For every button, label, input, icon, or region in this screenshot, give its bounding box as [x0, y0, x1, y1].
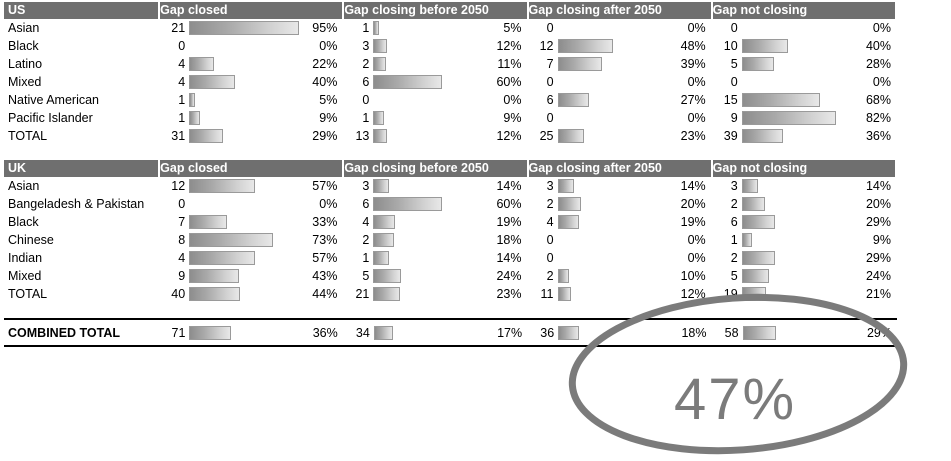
row-label: Black	[8, 39, 39, 53]
cell-count: 1	[712, 231, 742, 249]
cell-count: 0	[528, 19, 558, 37]
cell-bar	[373, 73, 488, 91]
col-header-gap-not-closing: Gap not closing	[712, 2, 896, 19]
data-bar	[373, 269, 401, 283]
cell-percent: 0%	[319, 197, 338, 211]
data-bar	[373, 111, 383, 125]
cell-bar	[558, 177, 673, 195]
combined-top-rule	[4, 318, 897, 320]
cell-percent: 60%	[496, 197, 522, 211]
cell-count: 6	[528, 91, 558, 109]
table-row	[4, 73, 896, 91]
cell-percent: 5%	[319, 93, 338, 107]
cell-bar	[189, 109, 304, 127]
row-label: Bangeladesh & Pakistan	[8, 197, 145, 211]
data-bar	[189, 93, 195, 107]
data-bar	[742, 111, 836, 125]
row-label: Asian	[8, 179, 40, 193]
cell-count: 5	[343, 267, 373, 285]
cell-percent: 0%	[872, 75, 891, 89]
cell-bar	[189, 322, 304, 344]
cell-percent: 36%	[865, 129, 891, 143]
cell-count: 4	[178, 75, 186, 89]
data-bar	[189, 111, 199, 125]
row-label: Latino	[8, 57, 43, 71]
cell-percent: 0%	[319, 39, 338, 53]
cell-count: 0	[343, 91, 373, 109]
data-bar	[373, 75, 442, 89]
cell-count: 0	[712, 73, 742, 91]
cell-count: 12	[528, 37, 558, 55]
cell-percent: 24%	[496, 269, 522, 283]
cell-bar	[558, 127, 673, 145]
cell-bar	[742, 213, 857, 231]
cell-percent: 28%	[865, 57, 891, 71]
cell-count: 31	[171, 129, 186, 143]
data-bar	[373, 251, 389, 265]
data-bar	[558, 215, 580, 229]
cell-bar	[742, 267, 857, 285]
uk-table-body	[4, 177, 896, 303]
cell-count: 0	[528, 73, 558, 91]
cell-bar	[373, 177, 488, 195]
cell-count: 0	[528, 249, 558, 267]
table-row	[4, 249, 896, 267]
cell-percent: 39%	[680, 57, 706, 71]
col-header-gap-closing-before-2050: Gap closing before 2050	[343, 2, 527, 19]
cell-percent: 12%	[680, 287, 706, 301]
cell-percent: 29%	[866, 326, 892, 340]
data-bar	[373, 287, 399, 301]
col-header-gap-not-closing: Gap not closing	[712, 160, 896, 177]
cell-bar	[189, 73, 304, 91]
data-bar	[189, 269, 238, 283]
cell-percent: 9%	[503, 111, 522, 125]
cell-count: 21	[343, 285, 373, 303]
cell-bar	[189, 195, 304, 213]
cell-percent: 0%	[687, 75, 706, 89]
cell-percent: 29%	[865, 215, 891, 229]
cell-bar	[558, 55, 673, 73]
table-row	[4, 213, 896, 231]
data-bar	[189, 233, 273, 247]
cell-bar	[742, 37, 857, 55]
table-row	[4, 19, 896, 37]
data-bar	[189, 215, 227, 229]
table-row	[4, 127, 896, 145]
us-table-header	[4, 2, 896, 19]
cell-percent: 19%	[496, 215, 522, 229]
cell-bar	[373, 249, 488, 267]
data-bar	[189, 326, 230, 340]
cell-bar	[742, 285, 857, 303]
cell-count: 3	[343, 177, 373, 195]
us-table-body	[4, 19, 896, 145]
cell-count: 9	[178, 269, 186, 283]
cell-percent: 9%	[872, 233, 891, 247]
cell-count: 0	[712, 19, 742, 37]
table-row	[4, 195, 896, 213]
row-label: Chinese	[8, 233, 54, 247]
cell-bar	[373, 231, 488, 249]
cell-percent: 0%	[687, 251, 706, 265]
cell-bar	[189, 127, 304, 145]
cell-percent: 20%	[865, 197, 891, 211]
data-bar	[742, 215, 775, 229]
cell-percent: 11%	[497, 57, 522, 71]
cell-percent: 24%	[865, 269, 891, 283]
cell-percent: 40%	[312, 75, 338, 89]
cell-percent: 23%	[680, 129, 706, 143]
data-bar	[558, 93, 589, 107]
cell-bar	[742, 195, 857, 213]
cell-bar	[189, 249, 304, 267]
cell-count: 1	[178, 111, 186, 125]
cell-bar	[373, 91, 488, 109]
cell-count: 58	[713, 322, 743, 344]
cell-percent: 23%	[496, 287, 522, 301]
cell-percent: 0%	[872, 21, 891, 35]
cell-percent: 68%	[865, 93, 891, 107]
cell-percent: 43%	[312, 269, 338, 283]
cell-count: 7	[528, 55, 558, 73]
data-bar	[558, 269, 570, 283]
data-bar	[742, 93, 820, 107]
combined-bottom-rule	[4, 345, 897, 347]
cell-bar	[742, 109, 857, 127]
cell-count: 39	[712, 127, 742, 145]
data-bar	[742, 129, 783, 143]
col-header-gap-closed: Gap closed	[159, 2, 343, 19]
combined-total-body	[4, 322, 897, 344]
cell-bar	[558, 267, 673, 285]
cell-percent: 27%	[680, 93, 706, 107]
cell-count: 5	[712, 55, 742, 73]
table-row	[4, 55, 896, 73]
cell-percent: 44%	[312, 287, 338, 301]
cell-percent: 18%	[681, 326, 707, 340]
cell-bar	[558, 37, 673, 55]
cell-percent: 18%	[496, 233, 522, 247]
uk-table-title: UK	[4, 160, 159, 177]
cell-percent: 95%	[312, 21, 338, 35]
cell-bar	[373, 267, 488, 285]
cell-count: 13	[343, 127, 373, 145]
col-header-gap-closing-before-2050: Gap closing before 2050	[343, 160, 527, 177]
cell-bar	[189, 285, 304, 303]
cell-bar	[189, 177, 304, 195]
cell-percent: 29%	[865, 251, 891, 265]
cell-percent: 12%	[496, 129, 522, 143]
table-row	[4, 37, 896, 55]
cell-percent: 82%	[865, 111, 891, 125]
data-bar	[558, 57, 603, 71]
cell-percent: 14%	[680, 179, 706, 193]
row-label: Native American	[8, 93, 100, 107]
cell-bar	[373, 195, 488, 213]
row-label: Asian	[8, 21, 40, 35]
col-header-gap-closed: Gap closed	[159, 160, 343, 177]
cell-count: 2	[712, 195, 742, 213]
cell-count: 36	[528, 322, 558, 344]
data-bar	[558, 39, 613, 53]
data-bar	[742, 57, 774, 71]
cell-bar	[558, 231, 673, 249]
cell-count: 19	[712, 285, 742, 303]
table-row	[4, 267, 896, 285]
cell-count: 9	[712, 109, 742, 127]
cell-bar	[373, 109, 488, 127]
data-bar	[373, 197, 442, 211]
data-bar	[558, 179, 574, 193]
cell-bar	[373, 127, 488, 145]
cell-bar	[189, 19, 304, 37]
cell-bar	[558, 109, 673, 127]
handwritten-annotation	[562, 288, 922, 460]
cell-count: 5	[712, 267, 742, 285]
table-row	[4, 177, 896, 195]
cell-count: 4	[343, 213, 373, 231]
cell-count: 3	[528, 177, 558, 195]
col-header-gap-closing-after-2050: Gap closing after 2050	[528, 160, 712, 177]
cell-bar	[558, 213, 673, 231]
cell-bar	[189, 55, 304, 73]
cell-count: 0	[528, 231, 558, 249]
uk-table	[4, 160, 897, 303]
data-bar	[189, 21, 298, 35]
cell-bar	[742, 249, 857, 267]
cell-percent: 0%	[687, 21, 706, 35]
cell-count: 71	[171, 326, 186, 340]
us-table-title: US	[4, 2, 159, 19]
cell-bar	[742, 177, 857, 195]
col-header-gap-closing-after-2050: Gap closing after 2050	[528, 2, 712, 19]
cell-count: 2	[712, 249, 742, 267]
combined-total-table	[4, 322, 897, 344]
data-bar	[743, 326, 776, 340]
data-bar	[558, 197, 581, 211]
cell-percent: 14%	[496, 179, 522, 193]
cell-bar	[742, 55, 857, 73]
cell-bar	[189, 91, 304, 109]
cell-count: 0	[528, 109, 558, 127]
data-bar	[742, 197, 765, 211]
cell-count: 2	[343, 231, 373, 249]
cell-bar	[373, 55, 488, 73]
cell-count: 4	[528, 213, 558, 231]
row-label: Indian	[8, 251, 43, 265]
data-bar	[373, 57, 386, 71]
cell-percent: 0%	[687, 233, 706, 247]
row-label: Mixed	[8, 269, 42, 283]
data-bar	[558, 326, 579, 340]
data-bar	[742, 39, 788, 53]
cell-bar	[373, 19, 488, 37]
table-row	[4, 285, 896, 303]
table-row	[4, 91, 896, 109]
cell-bar	[558, 19, 673, 37]
data-bar	[742, 269, 770, 283]
cell-count: 1	[343, 249, 373, 267]
cell-percent: 57%	[312, 251, 338, 265]
us-table	[4, 2, 897, 145]
cell-bar	[558, 91, 673, 109]
cell-count: 2	[528, 195, 558, 213]
cell-percent: 36%	[312, 326, 338, 340]
cell-bar	[189, 213, 304, 231]
cell-count: 2	[343, 55, 373, 73]
cell-bar	[373, 285, 488, 303]
cell-bar	[558, 322, 673, 344]
data-bar	[189, 251, 255, 265]
data-bar	[742, 179, 758, 193]
cell-count: 0	[178, 39, 186, 53]
cell-count: 15	[712, 91, 742, 109]
data-bar	[558, 287, 572, 301]
cell-count: 4	[178, 251, 186, 265]
data-bar	[189, 179, 255, 193]
combined-total-row	[4, 322, 897, 344]
cell-count: 3	[712, 177, 742, 195]
cell-bar	[558, 285, 673, 303]
cell-count: 0	[178, 197, 186, 211]
cell-percent: 5%	[503, 21, 522, 35]
data-bar	[742, 251, 775, 265]
cell-percent: 33%	[312, 215, 338, 229]
cell-bar	[558, 249, 673, 267]
cell-percent: 9%	[319, 111, 338, 125]
cell-percent: 0%	[503, 93, 522, 107]
cell-count: 4	[178, 57, 186, 71]
data-bar	[373, 21, 379, 35]
cell-percent: 14%	[496, 251, 522, 265]
data-bar	[189, 57, 214, 71]
cell-count: 21	[171, 21, 186, 35]
cell-count: 25	[528, 127, 558, 145]
uk-table-header	[4, 160, 896, 177]
row-label: Mixed	[8, 75, 42, 89]
data-bar	[742, 287, 766, 301]
cell-count: 3	[343, 37, 373, 55]
data-bar	[373, 179, 389, 193]
cell-percent: 21%	[865, 287, 891, 301]
row-label: TOTAL	[8, 129, 48, 143]
table-row	[4, 109, 896, 127]
row-label: TOTAL	[8, 287, 48, 301]
cell-bar	[743, 322, 858, 344]
cell-bar	[742, 73, 857, 91]
cell-bar	[558, 73, 673, 91]
cell-percent: 57%	[312, 179, 338, 193]
cell-count: 11	[528, 285, 558, 303]
cell-count: 10	[712, 37, 742, 55]
cell-percent: 20%	[680, 197, 706, 211]
ellipse-circle-icon	[562, 288, 922, 460]
cell-bar	[742, 91, 857, 109]
cell-count: 7	[178, 215, 186, 229]
cell-count: 6	[343, 195, 373, 213]
cell-percent: 14%	[865, 179, 891, 193]
cell-percent: 10%	[680, 269, 706, 283]
cell-count: 12	[171, 179, 186, 193]
cell-percent: 73%	[312, 233, 338, 247]
cell-percent: 0%	[687, 111, 706, 125]
data-bar	[558, 129, 584, 143]
cell-percent: 48%	[680, 39, 706, 53]
cell-count: 40	[171, 287, 186, 301]
cell-count: 6	[343, 73, 373, 91]
cell-count: 2	[528, 267, 558, 285]
cell-bar	[742, 19, 857, 37]
cell-percent: 12%	[496, 39, 522, 53]
data-bar	[189, 287, 240, 301]
data-bar	[373, 215, 395, 229]
cell-bar	[373, 37, 488, 55]
cell-bar	[558, 195, 673, 213]
cell-bar	[742, 231, 857, 249]
data-bar	[373, 39, 387, 53]
data-bar	[189, 129, 222, 143]
cell-percent: 40%	[865, 39, 891, 53]
data-bar	[189, 75, 235, 89]
combined-total-label: COMBINED TOTAL	[8, 326, 121, 340]
row-label: Black	[8, 215, 39, 229]
cell-count: 6	[712, 213, 742, 231]
cell-percent: 17%	[497, 326, 523, 340]
cell-count: 8	[178, 233, 186, 247]
data-bar	[742, 233, 752, 247]
cell-percent: 22%	[312, 57, 338, 71]
data-bar	[374, 326, 394, 340]
data-bar	[373, 233, 394, 247]
cell-bar	[742, 127, 857, 145]
table-row	[4, 231, 896, 249]
cell-count: 1	[343, 19, 373, 37]
cell-percent: 60%	[496, 75, 522, 89]
cell-count: 34	[344, 322, 374, 344]
annotation-value: 47%	[674, 367, 797, 432]
cell-bar	[373, 213, 488, 231]
cell-percent: 19%	[680, 215, 706, 229]
cell-percent: 29%	[312, 129, 338, 143]
cell-bar	[189, 267, 304, 285]
cell-count: 1	[343, 109, 373, 127]
cell-count: 1	[178, 93, 186, 107]
data-bar	[373, 129, 387, 143]
cell-bar	[189, 37, 304, 55]
cell-bar	[189, 231, 304, 249]
cell-bar	[374, 322, 489, 344]
row-label: Pacific Islander	[8, 111, 93, 125]
